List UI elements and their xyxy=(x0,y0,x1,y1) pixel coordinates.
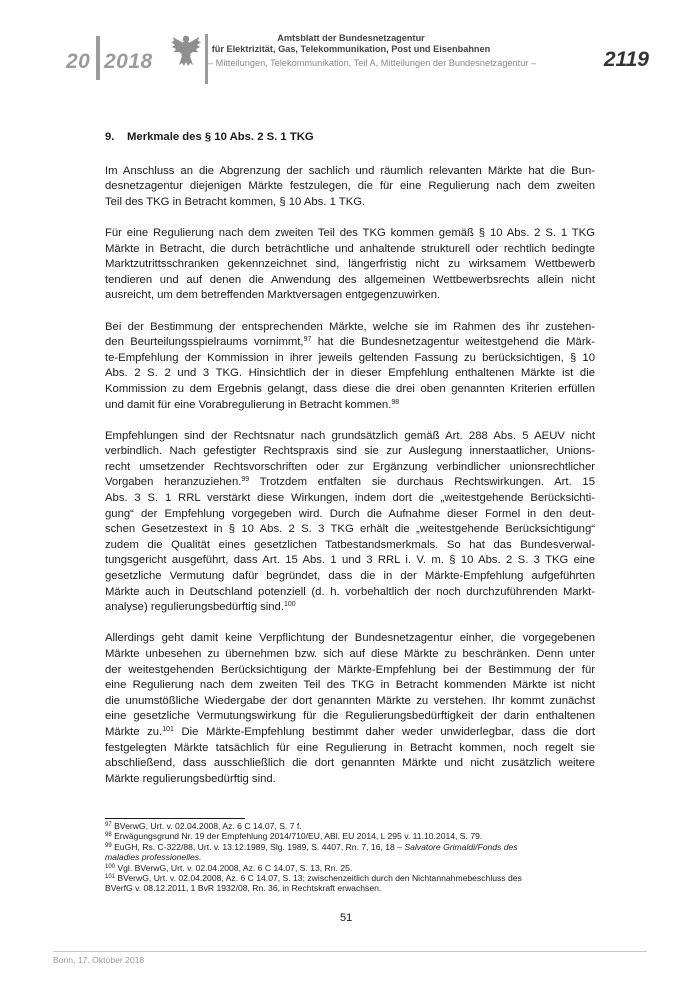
text-line: Märkte unbesehen zu übernehmen bzw. sich auf diese Märkte zu beschränken. Denn unter xyxy=(105,648,595,660)
article-body xyxy=(105,130,595,803)
text-line: Märkte regulierungsbedürftig sind. xyxy=(105,772,276,785)
footnote-ref[interactable]: 100 xyxy=(283,601,296,609)
footnote-marker: 100 xyxy=(105,863,116,870)
text-line: der weitestgehenden Berücksichtigung der Märkte-Empfehlung bei der Bestimmung der für xyxy=(105,663,595,676)
footnote-100 xyxy=(105,863,600,873)
footnotes xyxy=(105,821,600,894)
paragraph xyxy=(105,164,595,211)
text-line: ausreicht, um dem betreffenden Marktversagen entgegenzuwirken. xyxy=(105,289,441,302)
paragraph xyxy=(105,631,595,787)
issue-divider xyxy=(96,36,100,80)
footnote-ref[interactable]: 97 xyxy=(303,336,312,344)
text-line: Marktzutrittsschranken gekennzeichnet sind, längerfristig nicht zu wirksamem Wettbewerb xyxy=(105,258,595,271)
gazette-title: Amtsblatt der Bundesnetzagentur xyxy=(277,33,425,43)
section-heading xyxy=(105,130,595,146)
text-line: Allerdings geht damit keine Verpflichtung der Bundesnetzagentur einher, die vorgegebenen xyxy=(105,632,595,645)
footnote-marker: 98 xyxy=(105,832,112,839)
footer-date: Bonn, 17. Oktober 2018 xyxy=(53,955,145,965)
gazette-subtitle: für Elektrizität, Gas, Telekommunikation, Post und Eisenbahnen xyxy=(211,44,491,54)
footnote-text: Erwägungsgrund Nr. 19 der Empfehlung 2014/710/EU, ABl. EU 2014, L 295 v. 11.10.2014, S. 79. xyxy=(114,831,483,842)
text-fragment: Märkte zu. xyxy=(105,725,163,738)
footnote-text: Vgl. BVerwG, Urt. v. 02.04.2008, Az. 6 C 14.07, S. 13, Rn. 25. xyxy=(117,862,353,873)
text-fragment: den Beurteilungsspielraums vornimmt, xyxy=(105,336,304,349)
footnote-text: EuGH, Rs. C-322/88, Urt. v. 13.12.1989, Slg. 1989, S. 4407, Rn. 7, 16, 18 – xyxy=(114,841,402,852)
footnote-101 xyxy=(105,873,600,883)
section-number: 9. xyxy=(105,131,115,143)
text-line: Märkte auch in Deutschland potenziell (d. h. vorbehaltlich der noch durchzuführenden Markt- xyxy=(105,585,595,598)
gazette-section: – Mitteilungen, Telekommunikation, Teil A, Mitteilungen der Bundesnetzagentur – xyxy=(208,58,537,68)
footnote-101-cont xyxy=(105,883,600,893)
footnote-text: BVerwG, Urt. v. 02.04.2008, Az. 6 C 14.07, S. 13; zwischenzeitlich durch den Nichtannahmebeschluss des xyxy=(117,873,522,884)
text-line: Empfehlungen sind der Rechtsnatur nach grundsätzlich gemäß Art. 288 Abs. 5 AEUV nicht xyxy=(105,429,595,442)
text-line: zudem die Qualität eines gesetzlichen Tatbestandsmerkmals. So hat das Bundesverwal- xyxy=(105,538,595,551)
text-line: festgelegten Märkte tatsächlich für eine Regulierung in Betracht kommen, noch regelt sie xyxy=(105,741,595,754)
text-line xyxy=(105,398,595,414)
footer-divider xyxy=(53,951,647,952)
text-line: te-Empfehlung der Kommission in ihrer jeweils geltenden Fassung zu berücksichtigen, § 10 xyxy=(105,351,595,364)
text-line: recht umsetzender Rechtsvorschriften oder zur Ergänzung verbindlicher unionsrechtlicher xyxy=(105,460,595,473)
section-title: Merkmale des § 10 Abs. 2 S. 1 TKG xyxy=(127,131,314,143)
text-line: gung“ der Empfehlung vorgegeben wird. Durch die Aufnahme dieser Formel in den deut- xyxy=(105,507,595,520)
paragraph xyxy=(105,320,595,414)
text-line: tendieren und auf denen die Anwendung des allgemeinen Wettbewerbsrechts allein nicht xyxy=(105,273,595,286)
text-line: Im Anschluss an die Abgrenzung der sachlich und räumlich relevanten Märkte hat die Bun- xyxy=(105,164,595,177)
footnote-marker: 99 xyxy=(105,842,112,849)
footnote-text: BVerwG, Urt. v. 02.04.2008, Az. 6 C 14.07, S. 7 f. xyxy=(114,821,302,831)
text-line xyxy=(105,475,595,491)
text-line: gesetzliche Vermutung dafür begründet, dass die in der Märkte-Empfehlung aufgeführten xyxy=(105,570,595,583)
footnote-text: BVerfG v. 08.12.2011, 1 BvR 1932/08, Rn. 36, in Rechtskraft erwachsen. xyxy=(105,883,382,894)
text-fragment: Die Märkte-Empfehlung bestimmt daher weder unwiderlegbar, dass die dort xyxy=(173,725,595,738)
text-line: Für eine Regulierung nach dem zweiten Teil des TKG kommen gemäß § 10 Abs. 2 S. 1 TKG xyxy=(105,226,595,239)
text-fragment: analyse) regulierungsbedürftig sind. xyxy=(105,601,284,614)
footnote-marker: 101 xyxy=(105,874,116,881)
text-line xyxy=(105,600,595,616)
text-line: desnetzagentur diejenigen Märkte festzulegen, die für eine Regulierung nach dem zweiten xyxy=(105,180,595,193)
footnote-99 xyxy=(105,842,600,852)
paragraph xyxy=(105,226,595,304)
issue-year: 2018 xyxy=(104,50,153,73)
footnote-ref[interactable]: 98 xyxy=(391,398,400,406)
document-page-number: 51 xyxy=(340,912,353,924)
footnote-99-cont xyxy=(105,852,600,862)
text-line: tungsgericht ausgeführt, dass Art. 15 Abs. 1 und 3 RRL i. V. m. § 10 Abs. 2 S. 3 TKG eine xyxy=(105,554,595,567)
text-fragment: und damit für eine Vorabregulierung in Betracht kommen. xyxy=(105,398,392,411)
footnote-marker: 97 xyxy=(105,822,112,828)
footnote-case-name: Salvatore Grimaldi/Fonds des xyxy=(404,841,518,852)
federal-eagle-icon xyxy=(170,32,202,68)
text-line: eine gesetzliche Vermutungswirkung für die Regulierungsbedürftigkeit der darin enthaltenen xyxy=(105,710,595,723)
footnote-98 xyxy=(105,831,600,841)
footnote-97 xyxy=(105,821,600,831)
paragraph xyxy=(105,429,595,616)
text-line: Abs. 2 S. 2 und 3 TKG. Hinsichtlich der in dieser Empfehlung enthaltenen Märkte ist die xyxy=(105,367,595,380)
text-line: Bei der Bestimmung der entsprechenden Märkte, welche sie im Rahmen des ihr zustehen- xyxy=(105,320,595,333)
footnote-ref[interactable]: 101 xyxy=(162,725,174,733)
text-fragment: Vorgaben heranzuziehen. xyxy=(105,476,242,489)
text-line xyxy=(105,725,595,741)
text-fragment: Trotzdem entfalten sie durchaus Rechtswirkungen. Art. 15 xyxy=(249,476,595,489)
text-line: Abs. 3 S. 1 RRL verstärkt diese Wirkungen, indem dort die „weitestgehende Berücksichti- xyxy=(105,492,595,505)
text-line: die unumstößliche Wiedergabe der dort genannten Märkte zu verstehen. Ihr kommt zunächst xyxy=(105,694,595,707)
text-line xyxy=(105,335,595,351)
footnote-ref[interactable]: 99 xyxy=(241,476,250,484)
text-line: schen Gesetzestext in § 10 Abs. 2 S. 3 TKG erhält die „weitestgehende Berücksichtigung“ xyxy=(105,523,595,536)
text-line: eine Regulierung nach dem zweiten Teil des TKG in Betracht kommenden Märkte ist nicht xyxy=(105,679,595,692)
text-line: Teil des TKG in Betracht kommen, § 10 Abs. 1 TKG. xyxy=(105,195,366,208)
text-line: Märkte in Betracht, die durch beträchtliche und anhaltende strukturell oder rechtlich bedingte xyxy=(105,242,595,255)
issue-number: 20 xyxy=(66,50,91,73)
gazette-page-number: 2119 xyxy=(603,48,649,71)
text-fragment: hat die Bundesnetzagentur weitestgehend die Märk- xyxy=(311,336,596,349)
text-line: Kommission zu dem Ergebnis gelangt, dass diese die drei oben genannten Kriterien erfüllen xyxy=(105,382,595,395)
text-line: abschließend, dass ausschließlich die dort genannten Märkte und nicht zusätzlich weitere xyxy=(105,757,595,770)
text-line: verbindlich. Nach gefestigter Rechtspraxis sind sie zur Auslegung innerstaatlicher, Unions- xyxy=(105,445,595,458)
footnote-separator xyxy=(105,818,245,819)
footnote-case-name: maladies professionelles. xyxy=(105,852,202,863)
